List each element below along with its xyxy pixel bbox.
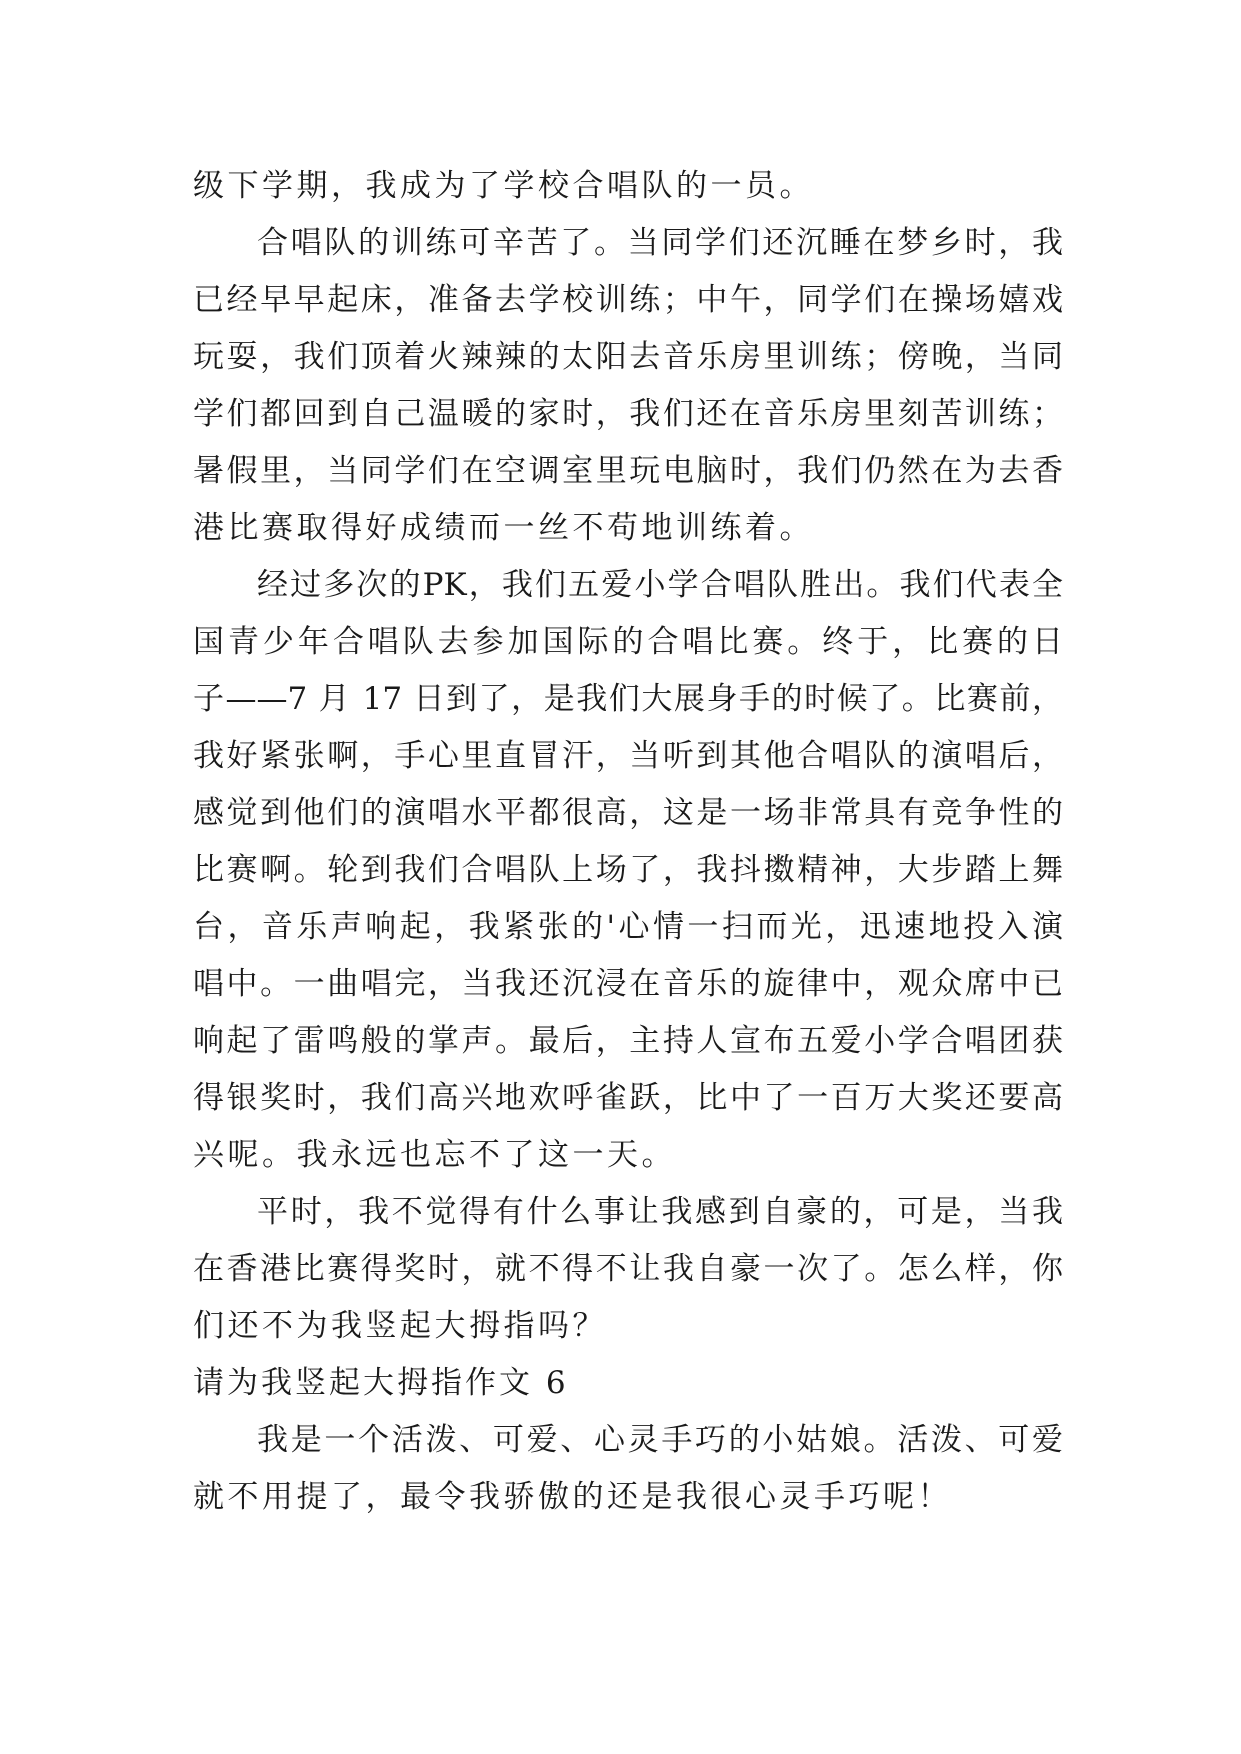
text-line: 平时，我不觉得有什么事让我感到自豪的，可是，当我 bbox=[257, 1194, 1063, 1230]
text-line: 国青少年合唱队去参加国际的合唱比赛。终于，比赛的日 bbox=[193, 624, 1063, 660]
section-heading: 请为我竖起大拇指作文 6 bbox=[193, 1365, 569, 1401]
text-line: 子——7 月 17 日到了，是我们大展身手的时候了。比赛前， bbox=[193, 681, 1063, 717]
text-line: 我是一个活泼、可爱、心灵手巧的小姑娘。活泼、可爱 bbox=[257, 1422, 1063, 1458]
text-line: 在香港比赛得奖时，就不得不让我自豪一次了。怎么样，你 bbox=[193, 1251, 1063, 1287]
text-line: 兴呢。我永远也忘不了这一天。 bbox=[193, 1137, 676, 1173]
text-line: 台，音乐声响起，我紧张的'心情一扫而光，迅速地投入演 bbox=[193, 909, 1063, 945]
text-line: 我好紧张啊，手心里直冒汗，当听到其他合唱队的演唱后， bbox=[193, 738, 1063, 774]
article-body bbox=[193, 158, 1063, 1526]
text-line: 感觉到他们的演唱水平都很高，这是一场非常具有竞争性的 bbox=[193, 795, 1063, 831]
text-line: 比赛啊。轮到我们合唱队上场了，我抖擞精神，大步踏上舞 bbox=[193, 852, 1063, 888]
text-line: 级下学期，我成为了学校合唱队的一员。 bbox=[193, 168, 814, 204]
text-line: 港比赛取得好成绩而一丝不苟地训练着。 bbox=[193, 510, 814, 546]
text-line: 响起了雷鸣般的掌声。最后，主持人宣布五爱小学合唱团获 bbox=[193, 1023, 1063, 1059]
text-line: 们还不为我竖起大拇指吗？ bbox=[193, 1308, 607, 1344]
text-line: 合唱队的训练可辛苦了。当同学们还沉睡在梦乡时，我 bbox=[257, 225, 1063, 261]
text-line: 暑假里，当同学们在空调室里玩电脑时，我们仍然在为去香 bbox=[193, 453, 1063, 489]
text-line: 玩耍，我们顶着火辣辣的太阳去音乐房里训练；傍晚，当同 bbox=[193, 339, 1063, 375]
text-line: 就不用提了，最令我骄傲的还是我很心灵手巧呢！ bbox=[193, 1479, 952, 1515]
text-line: 学们都回到自己温暖的家时，我们还在音乐房里刻苦训练； bbox=[193, 396, 1063, 432]
text-line: 经过多次的PK，我们五爱小学合唱队胜出。我们代表全 bbox=[257, 567, 1063, 603]
text-line: 唱中。一曲唱完，当我还沉浸在音乐的旋律中，观众席中已 bbox=[193, 966, 1063, 1002]
text-line: 已经早早起床，准备去学校训练；中午，同学们在操场嬉戏 bbox=[193, 282, 1063, 318]
text-line: 得银奖时，我们高兴地欢呼雀跃，比中了一百万大奖还要高 bbox=[193, 1080, 1063, 1116]
